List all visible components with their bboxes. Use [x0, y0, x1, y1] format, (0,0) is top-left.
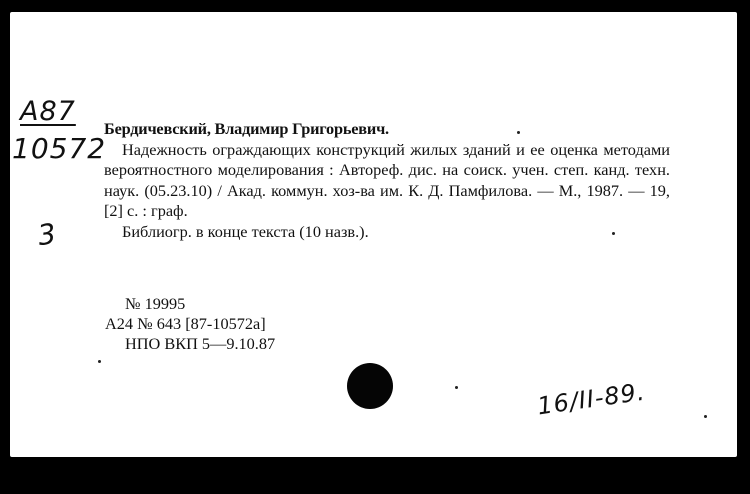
speck — [455, 386, 458, 389]
speck — [517, 131, 520, 134]
handwritten-mark: 3 — [35, 216, 60, 253]
bibliography-note: Библиогр. в конце текста (10 назв.). — [122, 221, 369, 241]
punch-hole — [347, 363, 393, 409]
handwritten-number: 10572 — [12, 132, 107, 165]
record-npo-date: НПО ВКП 5—9.10.87 — [125, 334, 276, 353]
entry-description: Надежность ограждающих конструкций жилых зданий и ее оценка методами вероятностного моделирования : Автореф. дис. на соиск. учен. степ. канд. техн. наук. (05.23.10) / Акад. коммун. хоз-ва им. К. Д. Памфилова. — М., 1987. — 19, [2] с. : граф. — [104, 139, 670, 220]
record-number: № 19995 — [125, 294, 186, 313]
speck — [612, 232, 615, 235]
speck — [704, 415, 707, 418]
bibliographic-entry — [104, 119, 670, 242]
speck — [98, 360, 101, 363]
handwritten-shelf-mark: A87 — [20, 96, 76, 127]
author-heading: Бердичевский, Владимир Григорьевич. — [104, 119, 389, 138]
handwritten-date: 16/II-89. — [535, 377, 648, 421]
record-code: А24 № 643 [87-10572а] — [105, 314, 266, 333]
